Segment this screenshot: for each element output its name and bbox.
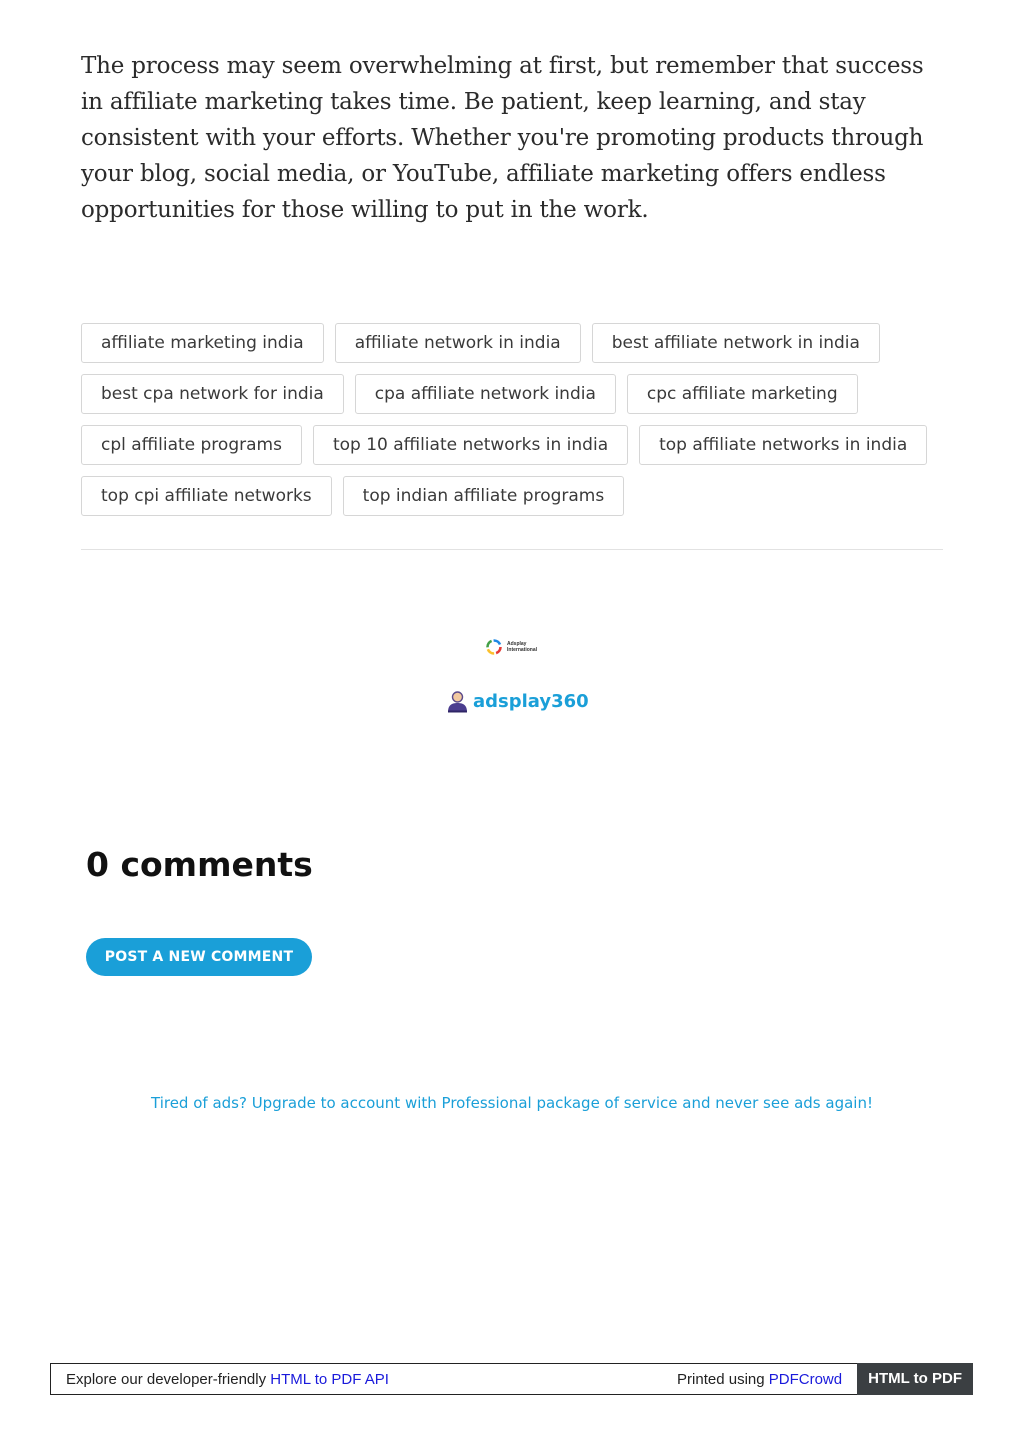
tag[interactable]: cpc affiliate marketing — [627, 374, 858, 414]
tag-list — [81, 323, 951, 516]
footer-right — [677, 1371, 857, 1388]
comments-title: 0 comments — [86, 845, 313, 884]
footer-left — [51, 1371, 677, 1388]
tag[interactable]: top indian affiliate programs — [343, 476, 625, 516]
author-byline — [446, 690, 589, 713]
tag[interactable]: best affiliate network in india — [592, 323, 880, 363]
tag[interactable]: top affiliate networks in india — [639, 425, 927, 465]
html-to-pdf-api-link[interactable]: HTML to PDF API — [270, 1370, 389, 1388]
adsplay-ring-logo-icon — [485, 638, 503, 656]
section-divider — [81, 549, 943, 550]
brand-logo-line1: Adsplay — [507, 641, 527, 647]
pdfcrowd-link[interactable]: PDFCrowd — [768, 1370, 843, 1388]
tag[interactable]: affiliate network in india — [335, 323, 581, 363]
brand-logo-line2: International — [507, 647, 538, 653]
article-paragraph: The process may seem overwhelming at first, but remember that success in affiliate marketing takes time. Be patient, keep learning, and stay consistent with your efforts. Whether you're promoting products through your blog, social media, or YouTube, affiliate marketing offers endless opportunities for those willing to put in the work. — [81, 53, 924, 223]
footer-left-prefix: Explore our developer-friendly — [66, 1370, 271, 1388]
author-name-link[interactable]: adsplay360 — [473, 691, 589, 712]
footer-right-prefix: Printed using — [677, 1370, 769, 1388]
user-avatar-icon — [446, 690, 469, 713]
tag[interactable]: top 10 affiliate networks in india — [313, 425, 628, 465]
tag[interactable]: cpl affiliate programs — [81, 425, 302, 465]
tag[interactable]: affiliate marketing india — [81, 323, 324, 363]
html-to-pdf-button[interactable]: HTML to PDF — [857, 1363, 973, 1395]
brand-logo-text — [507, 641, 537, 653]
tag[interactable]: cpa affiliate network india — [355, 374, 616, 414]
upgrade-ads-link[interactable]: Tired of ads? Upgrade to account with Professional package of service and never see ads again! — [151, 1094, 873, 1112]
tag[interactable]: top cpi affiliate networks — [81, 476, 332, 516]
tag[interactable]: best cpa network for india — [81, 374, 344, 414]
pdfcrowd-footer — [50, 1363, 973, 1395]
brand-logo[interactable] — [485, 638, 537, 656]
post-new-comment-button[interactable]: POST A NEW COMMENT — [86, 938, 312, 976]
